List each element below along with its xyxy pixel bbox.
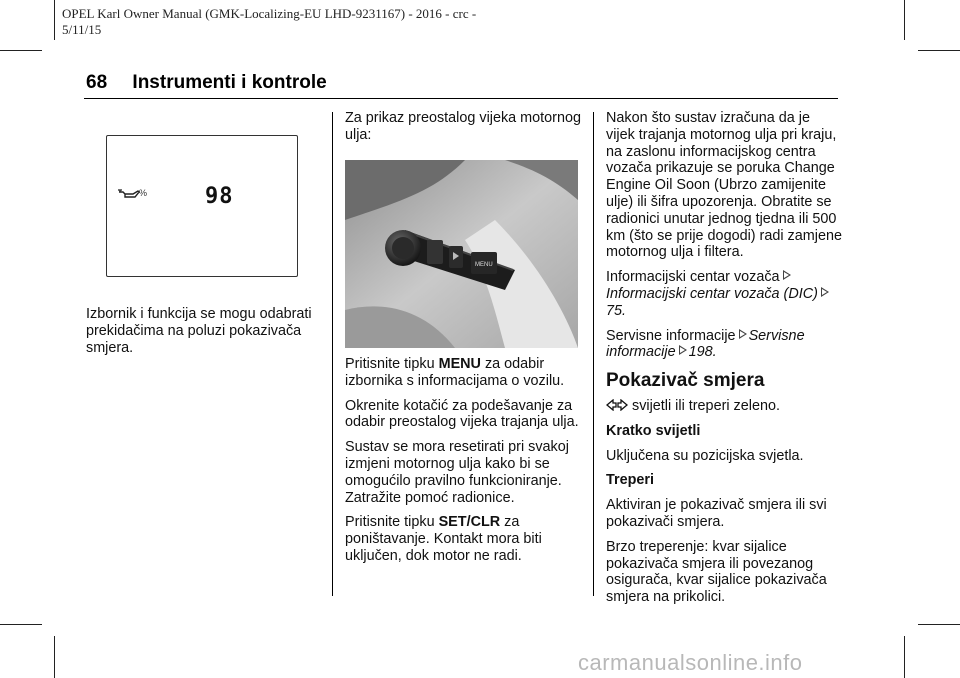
- reference-arrow-icon: [679, 345, 687, 355]
- flashing-text: Aktiviran je pokazivač smjera ili svi pokazivači smjera.: [606, 497, 827, 530]
- subheading-short: Kratko svijetli: [606, 422, 701, 439]
- oil-can-icon: [117, 188, 141, 200]
- menu-keyword: MENU: [438, 356, 481, 372]
- heading-rule: [84, 98, 838, 99]
- service-reference-page[interactable]: 198.: [688, 344, 717, 361]
- turn-signal-lever-photo: [345, 160, 578, 348]
- page-heading: [86, 72, 327, 94]
- crop-mark: [904, 636, 905, 678]
- middle-column-intro: [345, 110, 581, 152]
- fast-flashing-text: Brzo treperenje: kvar sijalice pokazivača smjera ili povezanog osigurača, kvar sijalice pokazivača smjera na prikolici.: [606, 538, 827, 606]
- display-caption: Izbornik i funkcija se mogu odabrati prekidačima na poluzi pokazivača smjera.: [86, 306, 312, 356]
- setclr-paragraph: [345, 514, 581, 564]
- print-header-line2: 5/11/15: [62, 22, 102, 37]
- print-header: [62, 6, 476, 38]
- adjust-paragraph: Okrenite kotačić za podešavanje za odabir preostalog vijeka trajanja ulja.: [345, 397, 579, 431]
- dic-reference-page[interactable]: 75.: [606, 302, 627, 319]
- service-reference: [606, 328, 842, 362]
- turn-signal-arrows-icon: [606, 399, 628, 411]
- crop-mark: [54, 0, 55, 40]
- subheading-flashing: Treperi: [606, 472, 654, 489]
- short-light-text: Uključena su pozicijska svjetla.: [606, 447, 804, 464]
- oil-life-display-illustration: [106, 135, 298, 277]
- page-number: 68: [86, 72, 108, 93]
- right-column-text: [606, 110, 842, 614]
- crop-mark: [54, 636, 55, 678]
- dic-reference-text: Informacijski centar vozača: [606, 269, 780, 286]
- intro-paragraph: Za prikaz preostalog vijeka motornog ulja:: [345, 110, 581, 143]
- column-divider: [332, 112, 333, 596]
- column-divider: [593, 112, 594, 596]
- setclr-paragraph-c: za poništavanje. Kontakt mora biti uključen, dok motor ne radi.: [345, 514, 542, 564]
- menu-paragraph-a: Pritisnite tipku: [345, 356, 439, 372]
- dic-reference: [606, 269, 842, 319]
- oil-life-value: 98: [205, 184, 234, 209]
- lever-photo-image: [345, 160, 578, 348]
- watermark: carmanualsonline.info: [578, 650, 803, 675]
- turn-signal-paragraph: [606, 398, 842, 415]
- crop-mark: [904, 0, 905, 40]
- reference-arrow-icon: [739, 329, 747, 339]
- setclr-keyword: SET/CLR: [438, 514, 501, 531]
- page-title: Instrumenti i kontrole: [132, 72, 327, 93]
- reset-paragraph: Sustav se mora resetirati pri svakoj izmjeni motornog ulja kako bi se omogućilo pravilno funkcioniranje. Zatražite pomoć radionice.: [345, 439, 569, 506]
- menu-paragraph-c: za odabir izbornika s informacijama o vozilu.: [345, 356, 565, 389]
- menu-button-label: MENU: [475, 262, 493, 268]
- service-reference-link[interactable]: Servisne informacije: [606, 327, 805, 361]
- setclr-paragraph-a: Pritisnite tipku: [345, 514, 439, 531]
- percent-unit: %: [139, 188, 148, 198]
- left-column-text: [86, 306, 318, 364]
- print-header-line1: OPEL Karl Owner Manual (GMK-Localizing-EU LHD-9231167) - 2016 - crc -: [62, 6, 477, 21]
- crop-mark: [918, 624, 960, 625]
- reference-arrow-icon: [821, 287, 829, 297]
- turn-signal-text: svijetli ili treperi zeleno.: [632, 397, 780, 414]
- section-heading: Pokazivač smjera: [606, 370, 765, 392]
- middle-column-text: [345, 356, 581, 573]
- service-reference-text: Servisne informacije: [606, 327, 736, 344]
- reference-arrow-icon: [783, 270, 791, 280]
- menu-paragraph: [345, 356, 581, 390]
- crop-mark: [0, 50, 42, 51]
- crop-mark: [918, 50, 960, 51]
- dic-reference-link[interactable]: Informacijski centar vozača (DIC): [606, 285, 818, 302]
- oil-warning-paragraph: Nakon što sustav izračuna da je vijek trajanja motornog ulja pri kraju, na zaslonu informacijskog centra vozača prikazuje se poruka Change Engine Oil Soon (Ubrzo zamijenite ulje) ili šifra upozorenja. Obratite se radionici unutar jednog tjedna ili 500 km (što se prije dogodi) radi zamjene motornog ulja i filtera.: [606, 110, 842, 261]
- crop-mark: [0, 624, 42, 625]
